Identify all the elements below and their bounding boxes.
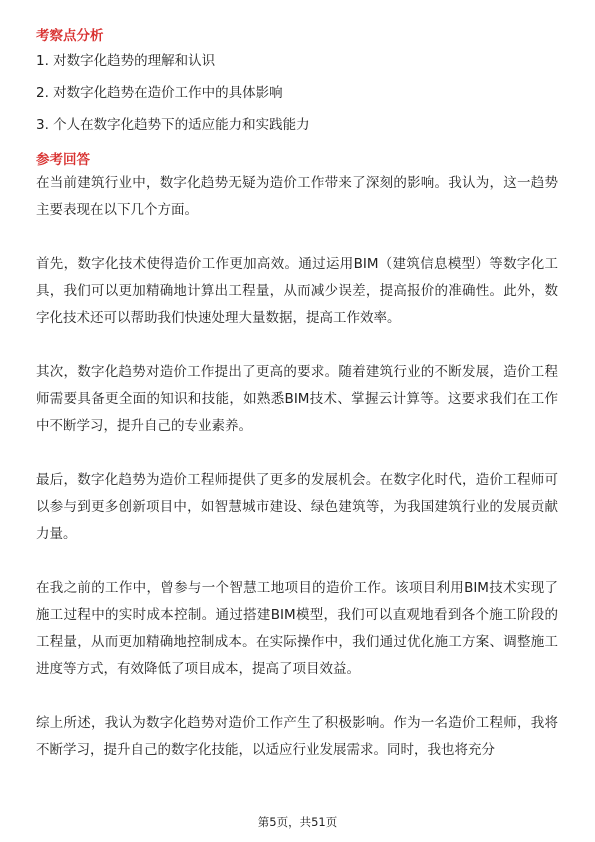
page-number: 第5页，共51页 xyxy=(257,815,338,829)
answer-body xyxy=(36,170,558,764)
list-item: 1. 对数字化趋势的理解和认识 xyxy=(36,53,216,69)
paragraph: 其次，数字化趋势对造价工作提出了更高的要求。随着建筑行业的不断发展，造价工程师需要具备更全面的知识和技能，如熟悉BIM技术、掌握云计算等。这要求我们在工作中不断学习，提升自己的专业素养。 xyxy=(36,364,558,434)
answer-heading: 参考回答 xyxy=(36,152,90,168)
paragraph: 最后，数字化趋势为造价工程师提供了更多的发展机会。在数字化时代，造价工程师可以参与到更多创新项目中，如智慧城市建设、绿色建筑等，为我国建筑行业的发展贡献力量。 xyxy=(36,472,558,542)
paragraph: 在我之前的工作中，曾参与一个智慧工地项目的造价工作。该项目利用BIM技术实现了施工过程中的实时成本控制。通过搭建BIM模型，我们可以直观地看到各个施工阶段的工程量，从而更加精确地控制成本。在实际操作中，我们通过优化施工方案、调整施工进度等方式，有效降低了项目成本，提高了项目效益。 xyxy=(36,580,558,677)
paragraph: 首先，数字化技术使得造价工作更加高效。通过运用BIM（建筑信息模型）等数字化工具，我们可以更加精确地计算出工程量，从而减少误差，提高报价的准确性。此外，数字化技术还可以帮助我们快速处理大量数据，提高工作效率。 xyxy=(36,256,558,326)
analysis-list xyxy=(36,52,310,148)
paragraph: 在当前建筑行业中，数字化趋势无疑为造价工作带来了深刻的影响。我认为，这一趋势主要表现在以下几个方面。 xyxy=(36,175,558,218)
paragraph: 综上所述，我认为数字化趋势对造价工作产生了积极影响。作为一名造价工程师，我将不断学习，提升自己的数字化技能，以适应行业发展需求。同时，我也将充分 xyxy=(36,715,558,758)
list-item: 2. 对数字化趋势在造价工作中的具体影响 xyxy=(36,85,283,101)
analysis-heading: 考察点分析 xyxy=(36,28,104,44)
list-item: 3. 个人在数字化趋势下的适应能力和实践能力 xyxy=(36,117,310,133)
